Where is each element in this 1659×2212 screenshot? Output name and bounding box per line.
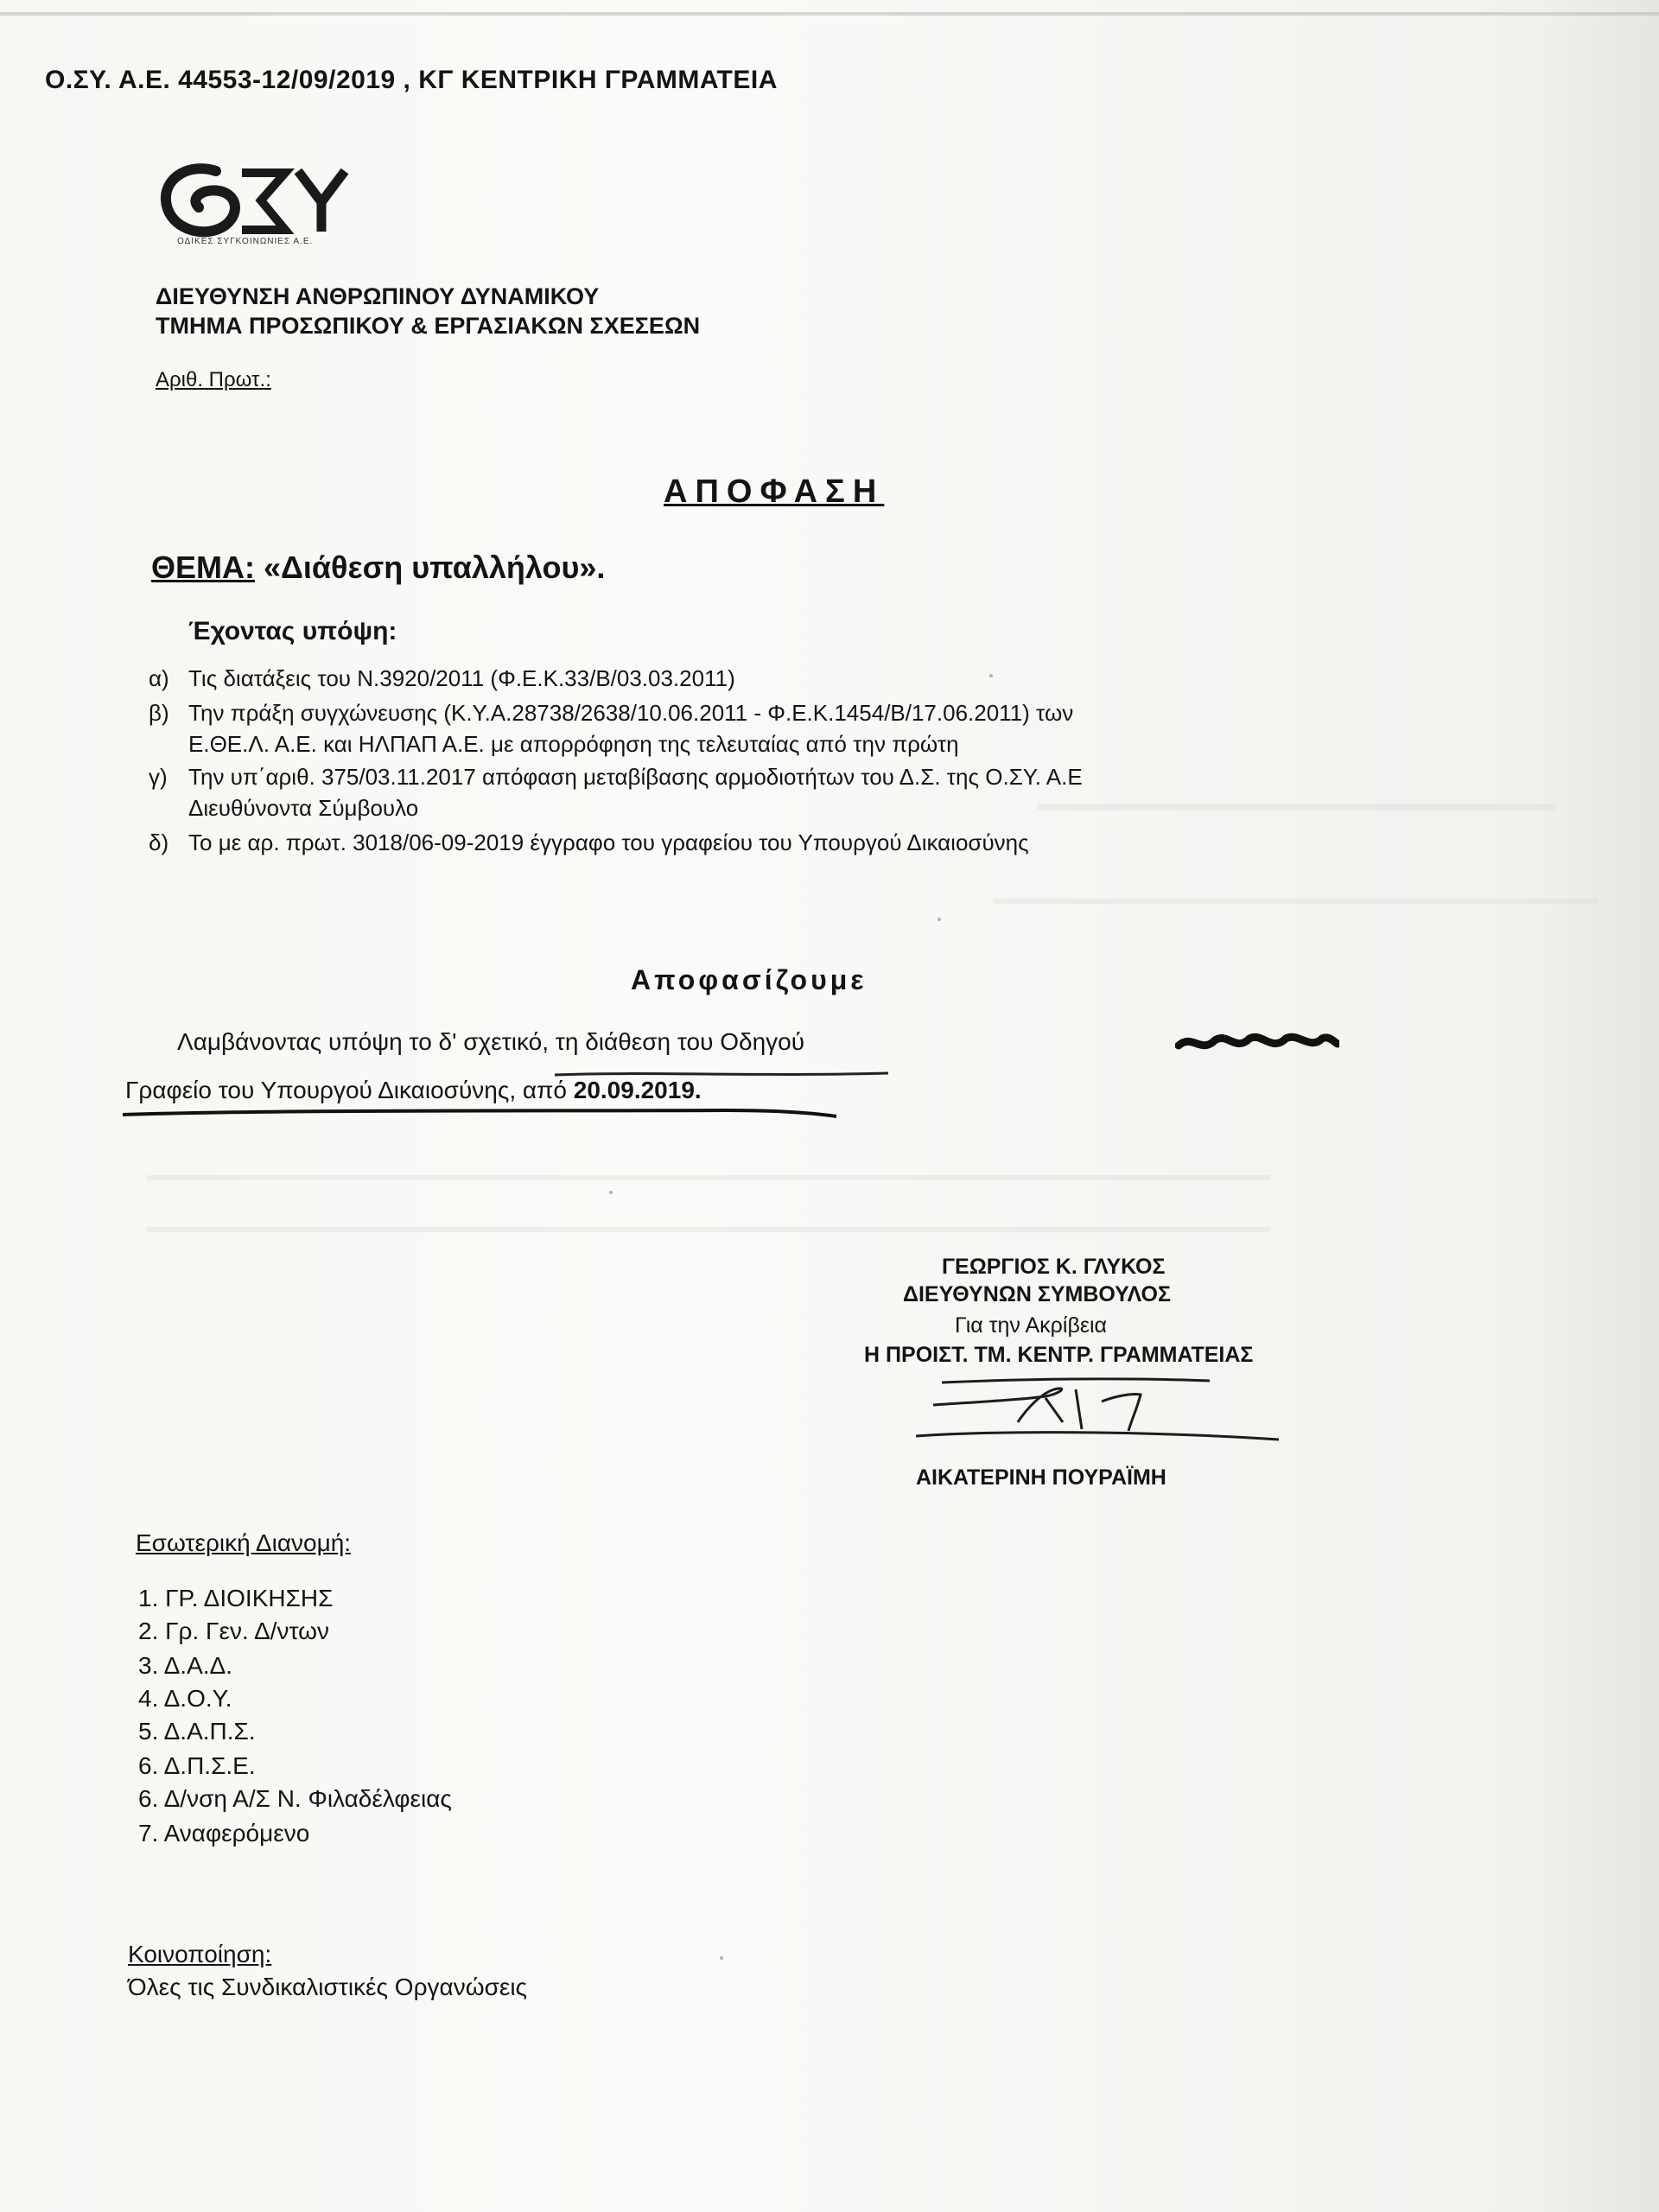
scan-edge	[0, 12, 1659, 16]
distribution-item: 6. Δ.Π.Σ.Ε.	[138, 1752, 256, 1779]
section-name: ΤΜΗΜΑ ΠΡΟΣΩΠΙΚΟΥ & ΕΡΓΑΣΙΑΚΩΝ ΣΧΕΣΕΩΝ	[156, 313, 701, 339]
decision-body-text: Γραφείο του Υπουργού Δικαιοσύνης, από	[125, 1077, 574, 1103]
scan-speck	[938, 918, 941, 921]
decision-body-line: Λαμβάνοντας υπόψη το δ' σχετικό, τη διάθεση του Οδηγού	[177, 1028, 805, 1055]
distribution-item: 1. ΓΡ. ΔΙΟΙΚΗΣΗΣ	[138, 1585, 334, 1611]
distribution-title: Εσωτερική Διανομή:	[136, 1529, 352, 1556]
clause-marker: α)	[149, 665, 169, 691]
decision-body-line	[125, 1077, 702, 1104]
considering-heading: Έχοντας υπόψη:	[188, 617, 397, 645]
reference-number: Ο.ΣΥ. Α.Ε. 44553-12/09/2019 , ΚΓ ΚΕΝΤΡΙΚΗ ΓΡΑΜΜΑΤΕΙΑ	[45, 66, 778, 94]
clause-text: Την πράξη συγχώνευσης (Κ.Υ.Α.28738/2638/10.06.2011 - Φ.Ε.Κ.1454/Β/17.06.2011) των	[188, 700, 1074, 726]
clause-text: Ε.ΘΕ.Λ. Α.Ε. και ΗΛΠΑΠ Α.Ε. με απορρόφηση της τελευταίας από την πρώτη	[188, 731, 959, 757]
scan-artifact	[994, 899, 1599, 904]
signatory-title: ΔΙΕΥΘΥΝΩΝ ΣΥΜΒΟΥΛΟΣ	[903, 1282, 1171, 1306]
protocol-label: Αριθ. Πρωτ.:	[156, 368, 271, 391]
subject-text: «Διάθεση υπαλλήλου».	[264, 550, 606, 585]
department-name: ΔΙΕΥΘΥΝΣΗ ΑΝΘΡΩΠΙΝΟΥ ΔΥΝΑΜΙΚΟΥ	[156, 283, 600, 309]
handwritten-underline	[121, 1104, 838, 1120]
distribution-item: 3. Δ.Α.Δ.	[138, 1652, 233, 1679]
scan-speck	[609, 1191, 613, 1194]
decision-date: 20.09.2019.	[573, 1077, 702, 1103]
scan-speck	[989, 674, 993, 677]
clause-text: Τις διατάξεις του Ν.3920/2011 (Φ.Ε.Κ.33/Β/03.03.2011)	[188, 665, 735, 691]
secretariat-head: Η ΠΡΟΙΣΤ. ΤΜ. ΚΕΝΤΡ. ΓΡΑΜΜΑΤΕΙΑΣ	[864, 1343, 1254, 1367]
accuracy-note: Για την Ακρίβεια	[955, 1313, 1107, 1338]
distribution-item: 2. Γρ. Γεν. Δ/ντων	[138, 1618, 329, 1644]
signer-name: ΑΙΚΑΤΕΡΙΝΗ ΠΟΥΡΑΪΜΗ	[916, 1465, 1166, 1490]
subject-label: ΘΕΜΑ:	[151, 550, 255, 585]
clause-marker: δ)	[149, 830, 169, 855]
clause-text: Το με αρ. πρωτ. 3018/06-09-2019 έγγραφο του γραφείου του Υπουργού Δικαιοσύνης	[188, 830, 1029, 855]
decide-heading: Αποφασίζουμε	[631, 964, 868, 995]
distribution-item: 5. Δ.Α.Π.Σ.	[138, 1718, 256, 1745]
logo-subtitle: ΟΔΙΚΕΣ ΣΥΓΚΟΙΝΩΝΙΕΣ Α.Ε.	[177, 237, 314, 246]
clause-text: Την υπ΄αριθ. 375/03.11.2017 απόφαση μεταβίβασης αρμοδιοτήτων του Δ.Σ. της Ο.ΣΥ. Α.Ε	[188, 764, 1083, 790]
decision-title: ΑΠΟΦΑΣΗ	[664, 474, 885, 510]
distribution-item: 7. Αναφερόμενο	[138, 1820, 310, 1847]
handwritten-underline	[553, 1068, 890, 1080]
notification-text: Όλες τις Συνδικαλιστικές Οργανώσεις	[128, 1974, 528, 2000]
notification-title: Κοινοποίηση:	[128, 1941, 272, 1967]
clause-text: Διευθύνοντα Σύμβουλο	[188, 795, 419, 821]
scan-artifact	[147, 1175, 1270, 1180]
clause-marker: β)	[149, 700, 169, 726]
subject-line	[151, 550, 605, 586]
scan-artifact	[1037, 804, 1555, 810]
distribution-item: 4. Δ.Ο.Υ.	[138, 1685, 232, 1712]
clause-marker: γ)	[149, 764, 168, 790]
osy-logo	[156, 147, 363, 251]
handwritten-signature	[916, 1367, 1296, 1462]
scan-speck	[720, 1956, 723, 1960]
redaction-scribble	[1175, 1028, 1339, 1058]
scan-artifact	[147, 1227, 1270, 1232]
distribution-item: 6. Δ/νση Α/Σ Ν. Φιλαδέλφειας	[138, 1785, 452, 1812]
signatory-name: ΓΕΩΡΓΙΟΣ Κ. ΓΛΥΚΟΣ	[942, 1255, 1166, 1279]
